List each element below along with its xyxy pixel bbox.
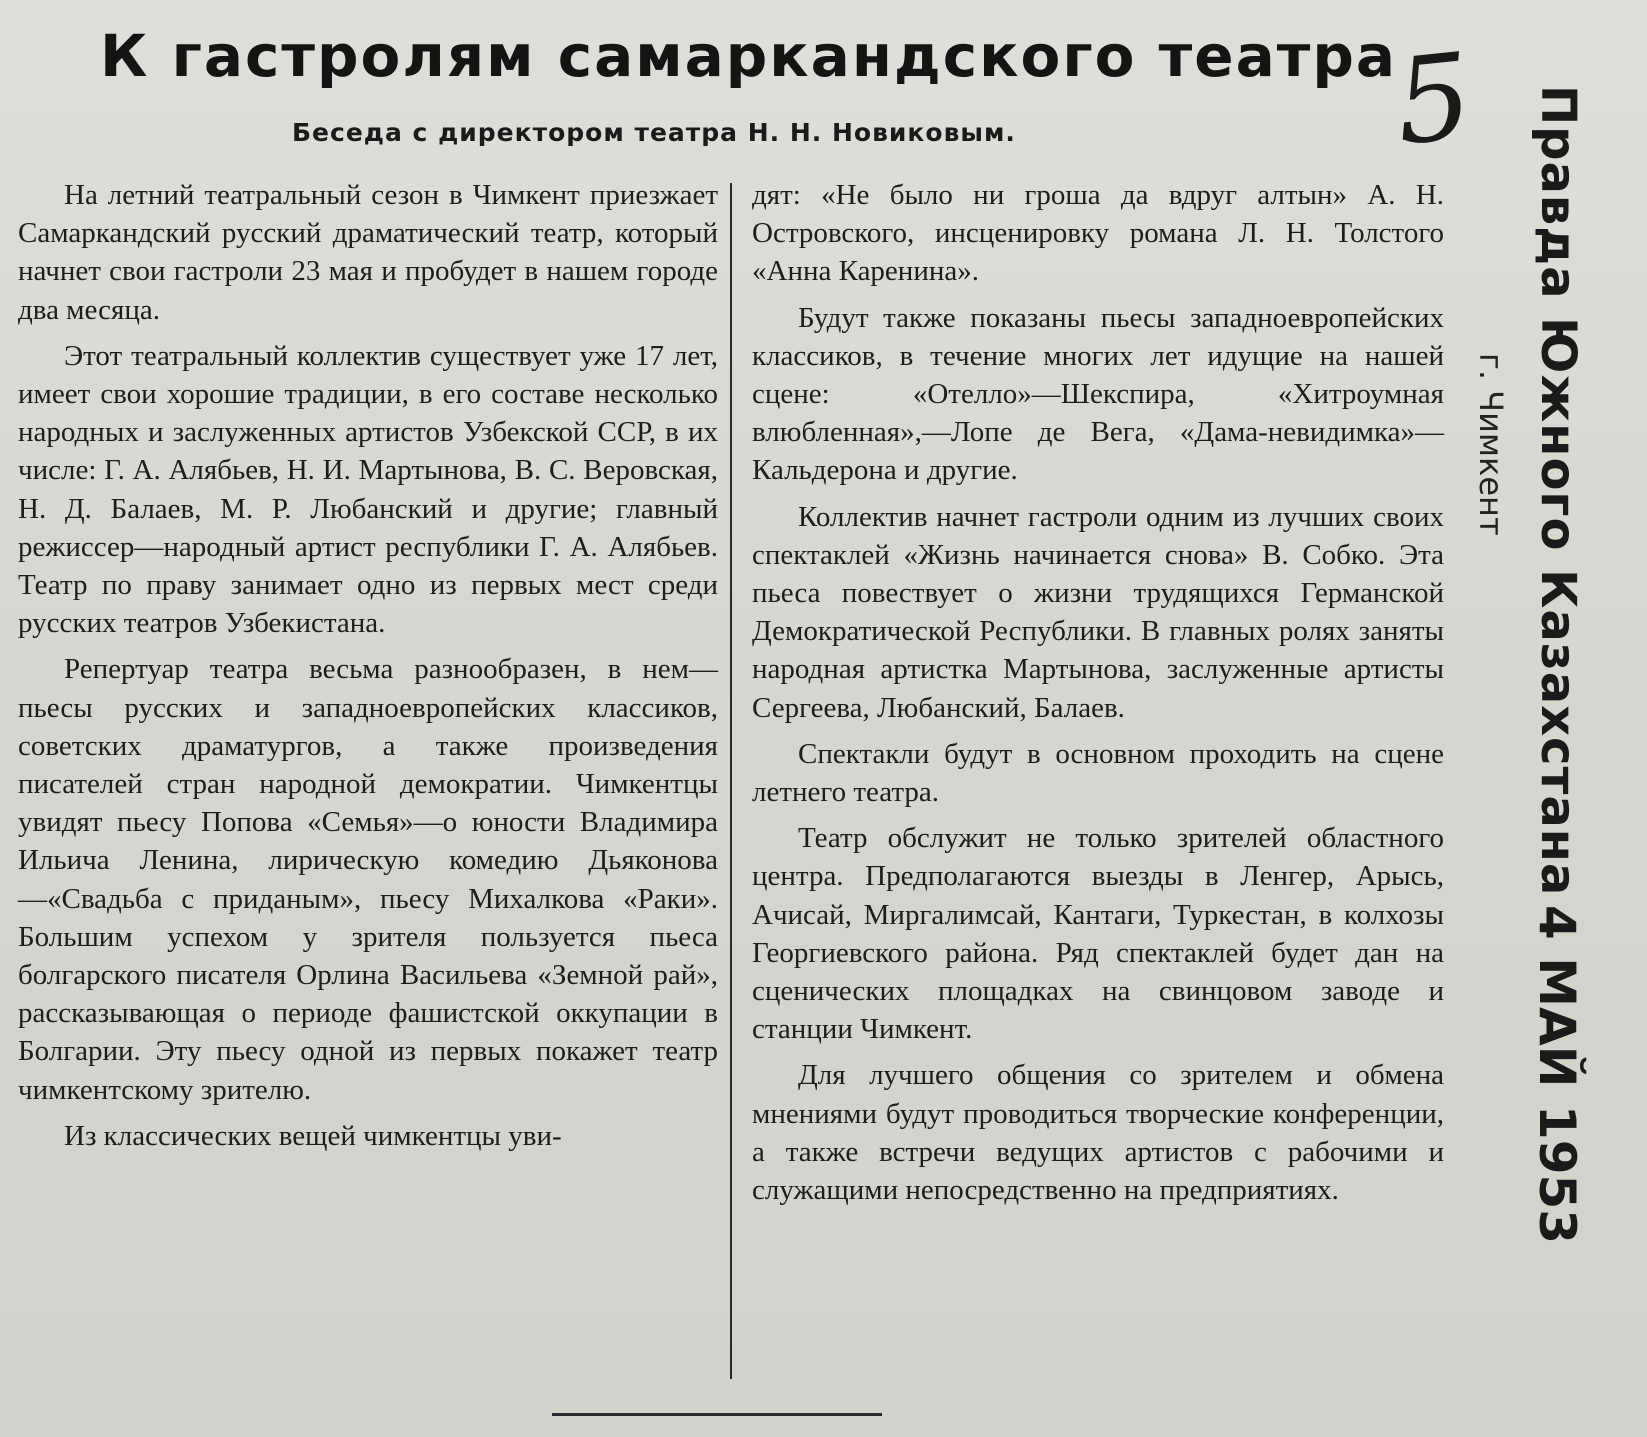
article-subhead: Беседа с директором театра Н. Н. Новиковым. bbox=[292, 118, 1016, 147]
paragraph: Репертуар театра весьма разнообразен, в нем—пьесы русских и западноевропейских классиков, советских драматургов, а также произведения писателей стран народной демократии. Чимкентцы увидят пьесу Попова «Семья»—о юности Владимира Ильича Ленина, лирическую комедию Дьяконова—«Свадьба с приданым», пьесу Михалкова «Раки». Большим успехом у зрителя пользуется пьеса болгарского писателя Орлина Васильева «Земной рай», рассказывающая о периоде фашистской оккупации в Болгарии. Эту пьесу одной из первых покажет театр чимкентскому зрителю. bbox=[18, 653, 718, 1106]
paragraph-continuation: дят: «Не было ни гроша да вдруг алтын» А. Н. Островского, инсценировку романа Л. Н. Толстого «Анна Каренина». bbox=[752, 179, 1444, 288]
handwritten-page-number: 5 bbox=[1388, 26, 1479, 172]
paragraph: Для лучшего общения со зрителем и обмена мнениями будут проводиться творческие конференции, а также встречи ведущих артистов с рабочими и служащими непосредственно на предприятиях. bbox=[752, 1059, 1444, 1207]
stamp-date: 4 МАЙ 1953 bbox=[1528, 905, 1586, 1245]
stamp-city: г. Чимкент bbox=[1472, 353, 1510, 536]
paragraph: Коллектив начнет гастроли одним из лучших своих спектаклей «Жизнь начинается снова» В. Собко. Эта пьеса повествует о жизни трудящихся Германской Демократической Республики. В главных ролях заняты народная артистка Мартынова, заслуженные артисты Сергеева, Любанский, Балаев. bbox=[752, 500, 1444, 724]
paragraph: Спектакли будут в основном проходить на сцене летнего театра. bbox=[752, 737, 1444, 809]
paragraph: На летний театральный сезон в Чимкент приезжает Самаркандский русский драматический театр, который начнет свои гастроли 23 мая и пробудет в нашем городе два месяца. bbox=[18, 179, 718, 326]
end-rule bbox=[552, 1413, 882, 1416]
archive-stamp bbox=[1472, 85, 1644, 1425]
paragraph: Будут также показаны пьесы западноевропейских классиков, в течение многих лет идущие на нашей сцене: «Отелло»—Шекспира, «Хитроумная влюбленная»,—Лопе де Вега, «Дама-невидимка»—Кальдерона и другие. bbox=[752, 301, 1444, 487]
column-divider bbox=[730, 183, 732, 1379]
paragraph: Из классических вещей чимкентцы уви- bbox=[64, 1119, 562, 1152]
article-column-left bbox=[18, 176, 718, 1163]
stamp-newspaper-name: Правда Южного Казахстана bbox=[1530, 85, 1586, 897]
article-column-right bbox=[752, 176, 1444, 1217]
article-headline: К гастролям самаркандского театра bbox=[100, 22, 1398, 90]
paragraph: Этот театральный коллектив существует уже 17 лет, имеет свои хорошие традиции, в его составе несколько народных и заслуженных артистов Узбекской ССР, в их числе: Г. А. Алябьев, Н. И. Мартынова, В. С. Веровская, Н. Д. Балаев, М. Р. Любанский и другие; главный режиссер—народный артист республики Г. А. Алябьев. Театр по праву занимает одно из первых мест среди русских театров Узбекистана. bbox=[18, 339, 718, 640]
paragraph: Театр обслужит не только зрителей областного центра. Предполагаются выезды в Ленгер, Арысь, Ачисай, Миргалимсай, Кантаги, Туркестан, в колхозы Георгиевского района. Ряд спектаклей будет дан на сценических площадках на свинцовом заводе и станции Чимкент. bbox=[752, 822, 1444, 1046]
